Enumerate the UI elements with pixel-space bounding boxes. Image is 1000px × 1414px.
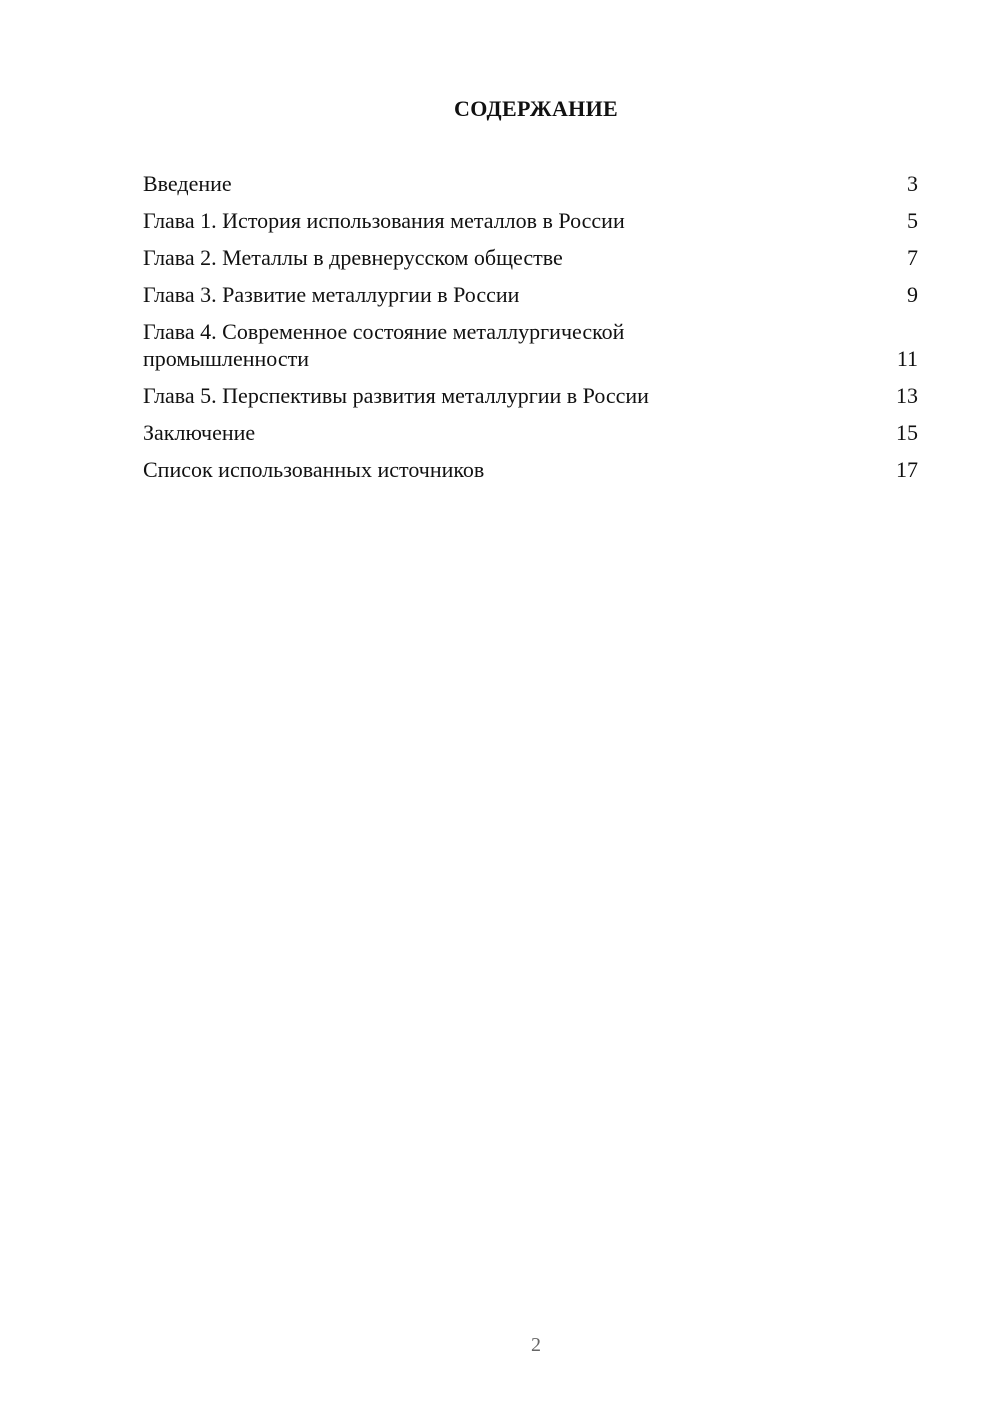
table-of-contents [143,170,918,493]
toc-entry-page: 15 [896,420,918,445]
toc-entry-page: 3 [907,171,918,196]
toc-entry-conclusion [143,419,918,446]
toc-entry-label: Заключение [143,420,256,445]
toc-entry-label: Глава 4. Современное состояние металлургической промышленности [143,319,625,371]
toc-entry-label: Глава 1. История использования металлов в России [143,208,625,233]
toc-entry-page: 5 [907,208,918,233]
toc-entry-label: Глава 5. Перспективы развития металлургии в России [143,383,649,408]
toc-entry-page: 7 [907,245,918,270]
toc-title: СОДЕРЖАНИЕ [454,96,618,121]
toc-entry-page: 11 [896,346,918,371]
toc-entry-label: Глава 2. Металлы в древнерусском обществе [143,245,563,270]
toc-entry-page: 13 [896,383,918,408]
toc-entry-chapter-1 [143,207,918,234]
toc-entry-label: Список использованных источников [143,457,485,482]
page-number: 2 [531,1334,541,1356]
toc-entry-label: Введение [143,171,232,196]
toc-entry-chapter-4 [143,318,918,372]
toc-entry-chapter-5 [143,382,918,409]
toc-entry-introduction [143,170,918,197]
toc-entry-chapter-2 [143,244,918,271]
toc-entry-page: 9 [907,282,918,307]
toc-entry-references [143,456,918,483]
toc-entry-page: 17 [896,457,918,482]
toc-entry-label: Глава 3. Развитие металлургии в России [143,282,520,307]
toc-entry-chapter-3 [143,281,918,308]
